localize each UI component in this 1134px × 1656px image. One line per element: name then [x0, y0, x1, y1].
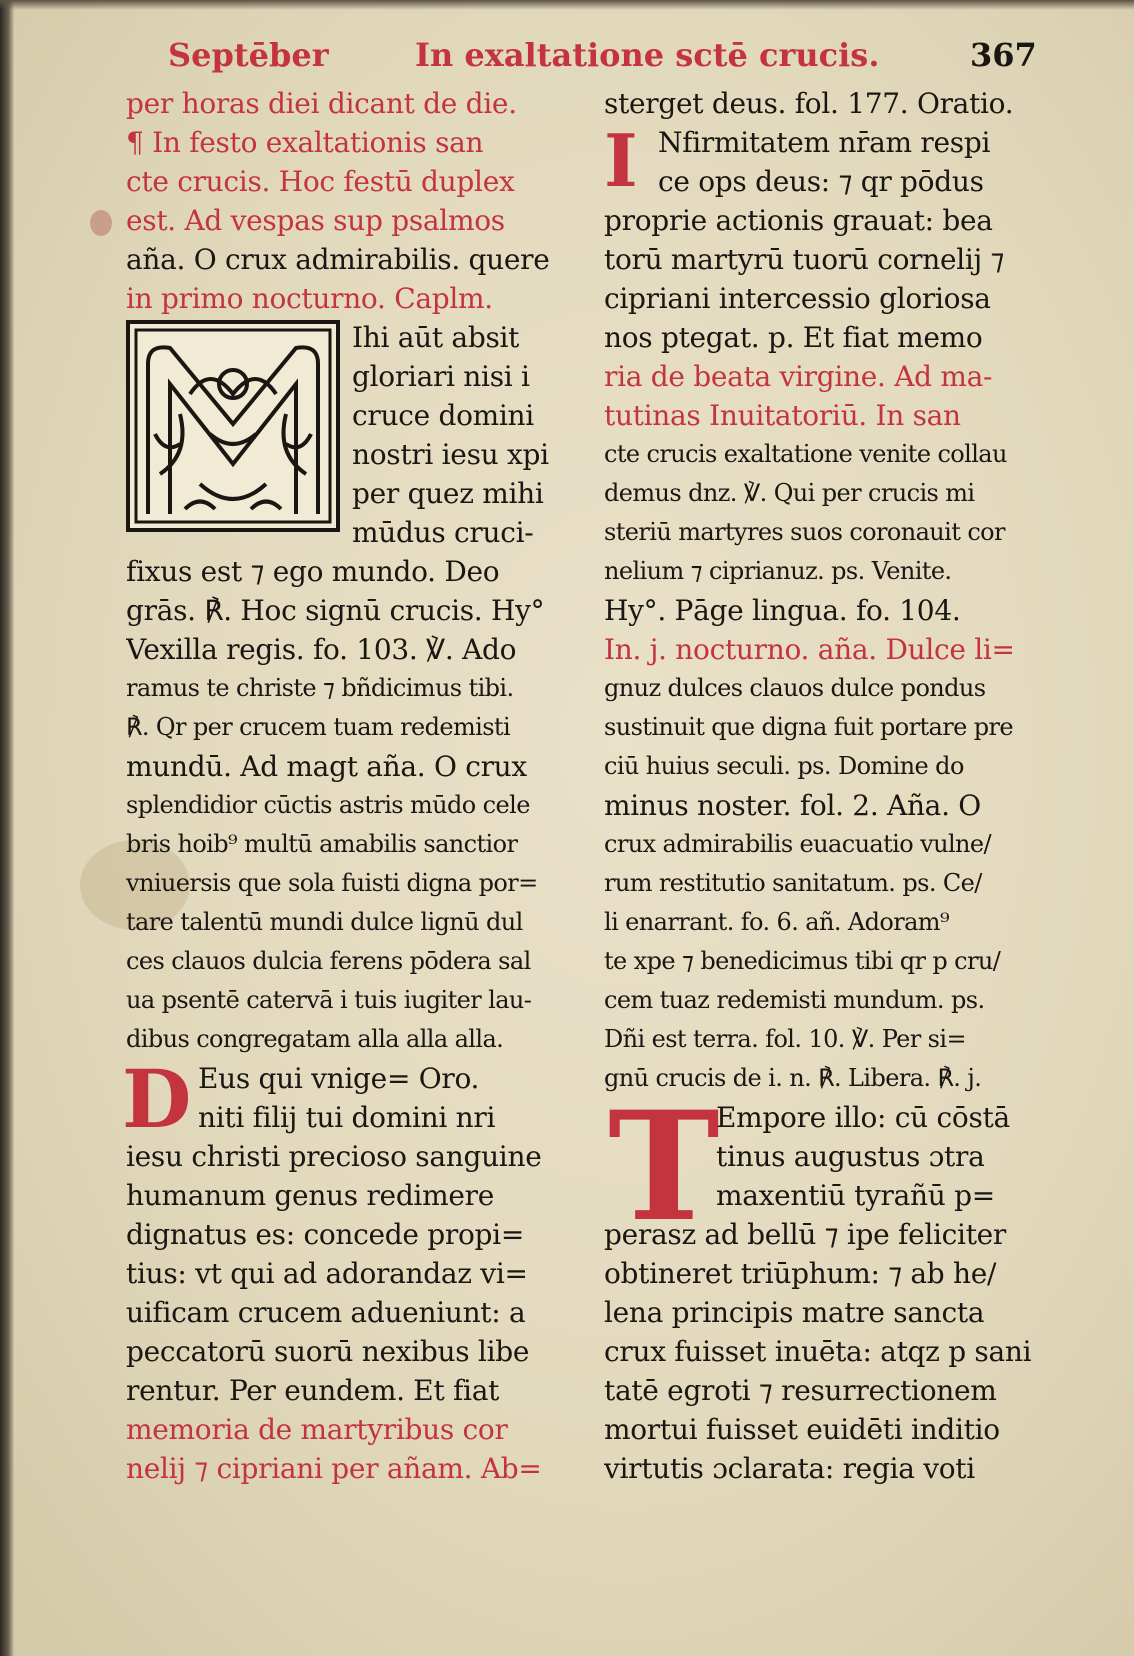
top-edge-shadow	[0, 0, 1134, 10]
text-line: demus dnz. ℣. Qui per crucis mi	[604, 479, 975, 507]
text-line: ℟. Qr per crucem tuam redemisti	[126, 713, 511, 741]
text-line: gnū crucis de i. n. ℟. Libera. ℟. j.	[604, 1064, 982, 1092]
text-line: cte crucis. Hoc festū duplex	[126, 165, 515, 198]
text-line: In. j. nocturno. aña. Dulce li=	[604, 633, 1015, 666]
binding-gutter	[0, 0, 14, 1656]
text-line: cipriani intercessio gloriosa	[604, 282, 991, 315]
text-line: uificam crucem adueniunt: a	[126, 1296, 526, 1329]
text-line: dignatus es: concede propi=	[126, 1218, 524, 1251]
text-line: crux fuisset inuēta: atqz p sani	[604, 1335, 1032, 1368]
text-line: virtutis ɔclarata: regia voti	[604, 1452, 975, 1485]
ink-spot	[90, 210, 112, 236]
lectio-block	[604, 1079, 1054, 1255]
text-line: proprie actionis grauat: bea	[604, 204, 993, 237]
text-line: ce ops deus: ⁊ qr pōdus	[658, 165, 984, 198]
text-line: torū martyrū tuorū cornelij ⁊	[604, 243, 1005, 276]
initial-I: I	[604, 118, 638, 203]
text-line: splendidior cūctis astris mūdo cele	[126, 791, 530, 819]
text-line: cem tuaz redemisti mundum. ps.	[604, 986, 985, 1014]
text-line: nelium ⁊ ciprianuz. ps. Venite.	[604, 557, 952, 585]
text-line: est. Ad vespas sup psalmos	[126, 204, 505, 237]
text-line: per quez mihi	[352, 477, 544, 510]
text-line: sterget deus. fol. 177. Oratio.	[604, 87, 1014, 120]
text-line: tinus augustus ɔtra	[716, 1140, 985, 1173]
text-line: rum restitutio sanitatum. ps. Ce/	[604, 869, 982, 897]
text-line: humanum genus redimere	[126, 1179, 494, 1212]
text-line: mūdus cruci-	[352, 516, 534, 549]
text-line: ua psentē catervā i tuis iugiter lau-	[126, 986, 532, 1014]
text-line: gloriari nisi i	[352, 360, 530, 393]
text-line: obtineret triūphum: ⁊ ab he/	[604, 1257, 997, 1290]
right-column	[604, 84, 1054, 1488]
text-line: grās. ℟. Hoc signū crucis. Hy°	[126, 594, 545, 627]
running-header	[150, 36, 1050, 80]
text-line: steriū martyres suos coronauit cor	[604, 518, 1005, 546]
text-line: dibus congregatam alla alla alla.	[126, 1025, 504, 1053]
header-feast-title: In exaltatione sctē crucis.	[415, 36, 880, 74]
text-line: ciū huius seculi. ps. Domine do	[604, 752, 964, 780]
text-line: peccatorū suorū nexibus libe	[126, 1335, 530, 1368]
oratio-initial-block	[604, 118, 1054, 203]
text-line: Dñi est terra. fol. 10. ℣. Per si=	[604, 1025, 966, 1053]
text-line: ¶ In festo exaltationis san	[126, 126, 484, 159]
text-line: perasz ad bellū ⁊ ipe feliciter	[604, 1218, 1007, 1251]
oratio-block	[122, 1052, 576, 1488]
header-month: Septēber	[168, 36, 329, 74]
text-line: nelij ⁊ cipriani per añam. Ab=	[126, 1452, 542, 1485]
text-line: ces clauos dulcia ferens pōdera sal	[126, 947, 531, 975]
text-line: tius: vt qui ad adorandaz vi=	[126, 1257, 528, 1290]
page-number: 367	[970, 36, 1037, 74]
text-line: te xpe ⁊ benedicimus tibi qr p cru/	[604, 947, 1001, 975]
text-line: ramus te christe ⁊ bñdicimus tibi.	[126, 674, 514, 702]
text-line: cte crucis exaltatione venite collau	[604, 440, 1007, 468]
text-line: rentur. Per eundem. Et fiat	[126, 1374, 500, 1407]
text-line: tutinas Inuitatoriū. In san	[604, 399, 961, 432]
text-line: mortui fuisset euidēti inditio	[604, 1413, 1000, 1446]
text-line: in primo nocturno. Caplm.	[126, 282, 493, 315]
text-line: vniuersis que sola fuisti digna por=	[126, 869, 538, 897]
text-line: fixus est ⁊ ego mundo. Deo	[126, 555, 500, 588]
left-column	[122, 84, 576, 1488]
text-line: tatē egroti ⁊ resurrectionem	[604, 1374, 997, 1407]
text-line: li enarrant. fo. 6. añ. Adoram⁹	[604, 908, 949, 936]
text-line: mundū. Ad magt aña. O crux	[126, 750, 527, 783]
initial-T: T	[608, 1079, 720, 1255]
text-line: Empore illo: cū cōstā	[716, 1101, 1010, 1134]
text-line: aña. O crux admirabilis. quere	[126, 243, 550, 276]
text-line: cruce domini	[352, 399, 534, 432]
text-line: memoria de martyribus cor	[126, 1413, 508, 1446]
text-line: minus noster. fol. 2. Aña. O	[604, 789, 981, 822]
text-line: Eus qui vnige= Oro.	[198, 1062, 480, 1095]
text-line: gnuz dulces clauos dulce pondus	[604, 674, 986, 702]
text-line: niti filij tui domini nri	[198, 1101, 496, 1134]
initial-D: D	[122, 1052, 192, 1146]
text-line: maxentiū tyrañū p=	[716, 1179, 995, 1212]
text-line: tare talentū mundi dulce lignū dul	[126, 908, 523, 936]
text-line: nostri iesu xpi	[352, 438, 549, 471]
text-line: ria de beata virgine. Ad ma-	[604, 360, 993, 393]
text-line: Ihi aūt absit	[352, 321, 520, 354]
text-line: bris hoib⁹ multū amabilis sanctior	[126, 830, 518, 858]
text-line: per horas diei dicant de die.	[126, 87, 517, 120]
text-line: Hy°. Pāge lingua. fo. 104.	[604, 594, 961, 627]
text-line: nos ptegat. p. Et fiat memo	[604, 321, 983, 354]
text-line: iesu christi precioso sanguine	[126, 1140, 542, 1173]
text-line: crux admirabilis euacuatio vulne/	[604, 830, 991, 858]
text-line: lena principis matre sancta	[604, 1296, 985, 1329]
text-line: Vexilla regis. fo. 103. ℣. Ado	[126, 633, 517, 666]
text-line: sustinuit que digna fuit portare pre	[604, 713, 1013, 741]
text-line: Nfirmitatem nr̄am respi	[658, 126, 991, 159]
